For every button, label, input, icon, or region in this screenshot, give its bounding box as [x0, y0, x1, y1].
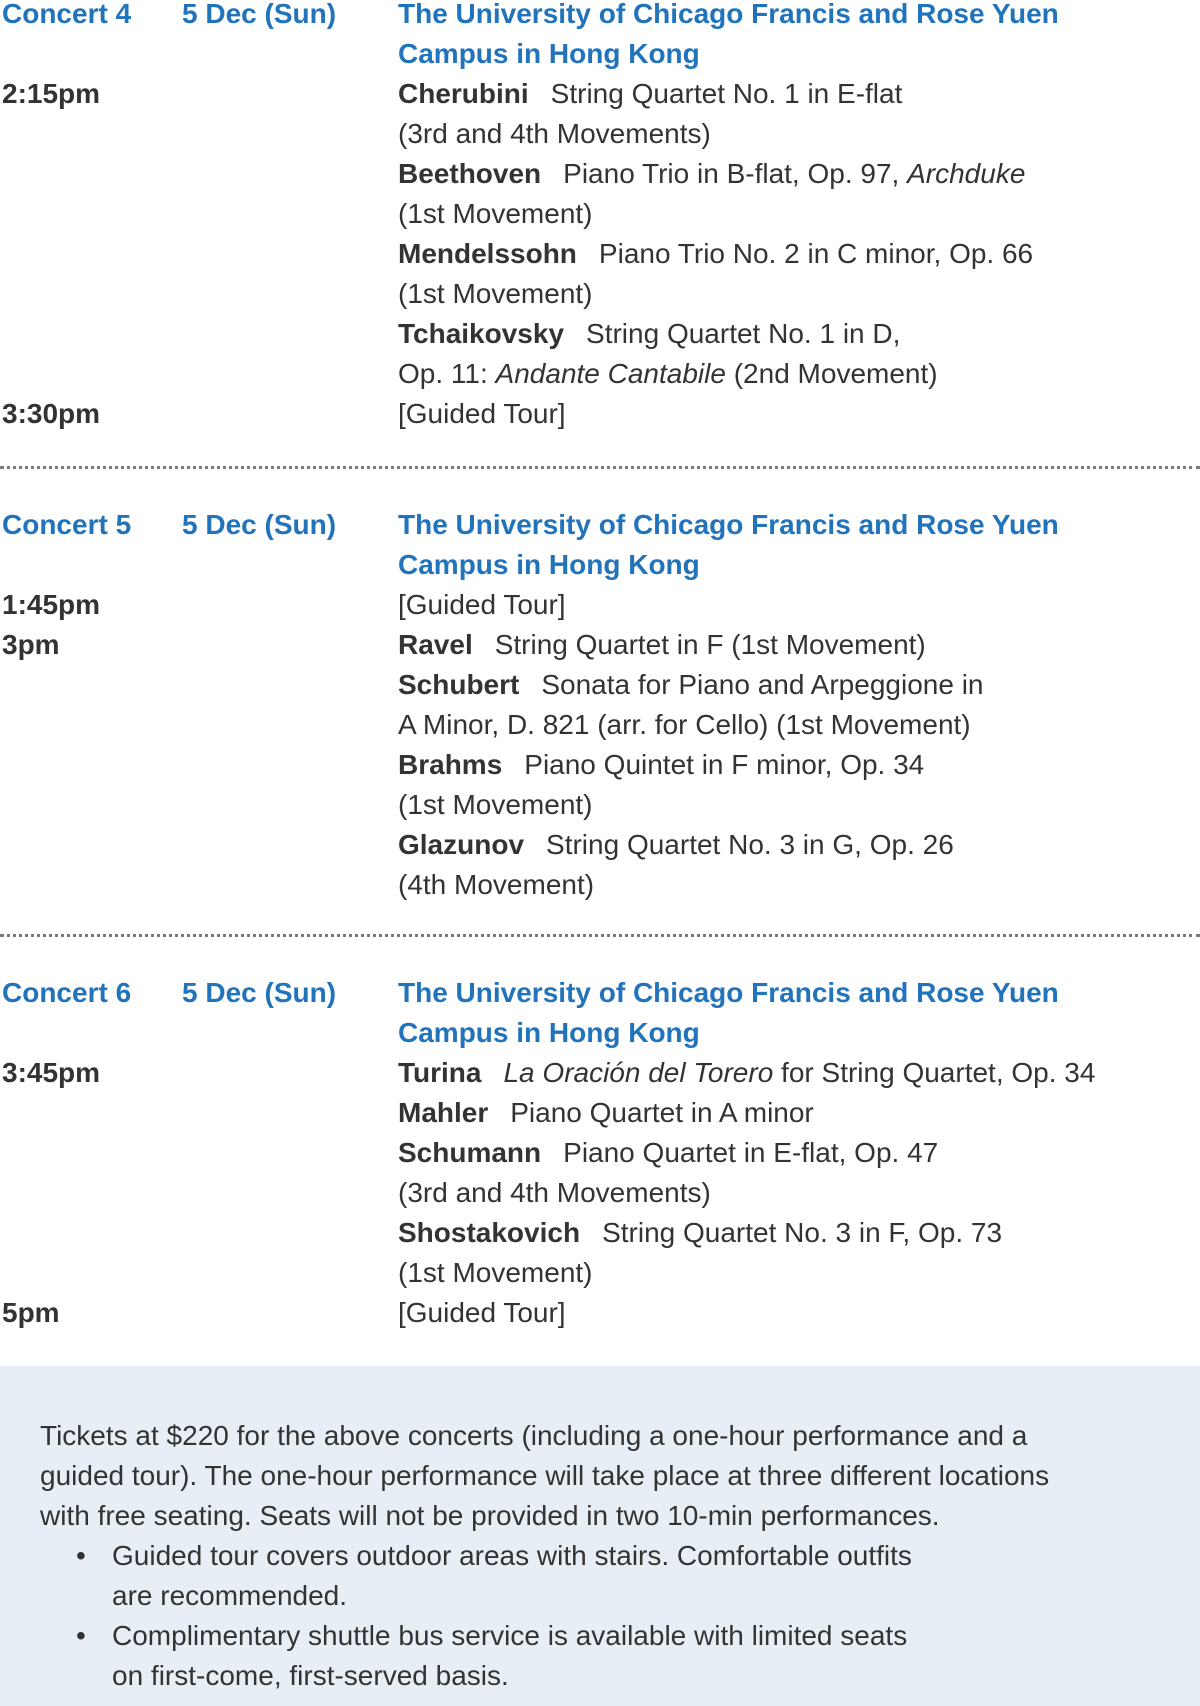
dotted-divider [0, 934, 1200, 937]
program-item [398, 74, 902, 114]
work: String Quartet No. 3 in G, Op. 26 [546, 829, 954, 860]
concert-venue: The University of Chicago Francis and Rose Yuen [398, 509, 1059, 540]
composer: Mahler [398, 1097, 489, 1128]
composer: Glazunov [398, 829, 525, 860]
composer: Shostakovich [398, 1217, 581, 1248]
guided-tour: [Guided Tour] [398, 1297, 566, 1328]
info-text: Tickets at $220 for the above concerts (including a one-hour performance and a [40, 1420, 1028, 1451]
composer: Schumann [398, 1137, 542, 1168]
work: Piano Quintet in F minor, Op. 34 [524, 749, 925, 780]
work-cont: (1st Movement) [398, 789, 593, 820]
info-text: guided tour). The one-hour performance will take place at three different locations [40, 1460, 1050, 1491]
concert-time: 3pm [2, 629, 60, 660]
concert-name: Concert 5 [2, 509, 132, 540]
composer: Tchaikovsky [398, 318, 565, 349]
work-cont-post: (2nd Movement) [725, 358, 938, 389]
work: String Quartet No. 1 in E-flat [550, 78, 903, 109]
guided-tour: [Guided Tour] [398, 398, 566, 429]
work-cont: (3rd and 4th Movements) [398, 1177, 711, 1208]
composer: Schubert [398, 669, 520, 700]
program-item [398, 1053, 1095, 1093]
ticket-info-panel [0, 1366, 1200, 1706]
work-cont: (1st Movement) [398, 278, 593, 309]
concert-venue-cont: Campus in Hong Kong [398, 1017, 700, 1048]
work-cont: (1st Movement) [398, 1257, 593, 1288]
program-item [398, 1093, 814, 1133]
concert-time: 5pm [2, 1297, 60, 1328]
composer: Mendelssohn [398, 238, 577, 269]
concert-venue-cont: Campus in Hong Kong [398, 549, 700, 580]
work: String Quartet in F (1st Movement) [494, 629, 926, 660]
work-cont-italic: Andante Cantabile [495, 358, 726, 389]
work: String Quartet No. 3 in F, Op. 73 [602, 1217, 1003, 1248]
concert-date: 5 Dec (Sun) [182, 977, 337, 1008]
work: Piano Quartet in E-flat, Op. 47 [563, 1137, 939, 1168]
composer: Ravel [398, 629, 473, 660]
program-item [398, 825, 954, 865]
concert-venue: The University of Chicago Francis and Rose Yuen [398, 0, 1059, 29]
concert-date: 5 Dec (Sun) [182, 509, 337, 540]
dotted-divider [0, 466, 1200, 469]
program-item [398, 1213, 1002, 1253]
concert-venue: The University of Chicago Francis and Rose Yuen [398, 977, 1059, 1008]
work: for String Quartet, Op. 34 [773, 1057, 1096, 1088]
bullet-icon: • [76, 1540, 86, 1571]
bullet-text: Complimentary shuttle bus service is available with limited seats [112, 1620, 908, 1651]
work-cont: A Minor, D. 821 (arr. for Cello) (1st Movement) [398, 709, 971, 740]
work-cont: (3rd and 4th Movements) [398, 118, 711, 149]
bullet-text-cont: are recommended. [112, 1580, 348, 1611]
program-item [398, 625, 926, 665]
composer: Beethoven [398, 158, 542, 189]
work: Piano Quartet in A minor [510, 1097, 814, 1128]
work-cont: (1st Movement) [398, 198, 593, 229]
composer: Brahms [398, 749, 503, 780]
bullet-text: Guided tour covers outdoor areas with stairs. Comfortable outfits [112, 1540, 912, 1571]
work-italic: Archduke [907, 158, 1026, 189]
bullet-text-cont: on first-come, first-served basis. [112, 1660, 509, 1691]
concert-date: 5 Dec (Sun) [182, 0, 337, 29]
program-item [398, 745, 924, 785]
work-italic: La Oración del Torero [503, 1057, 774, 1088]
program-item [398, 1133, 938, 1173]
concert-time: 3:45pm [2, 1057, 101, 1088]
composer: Cherubini [398, 78, 529, 109]
concert-time: 1:45pm [2, 589, 101, 620]
composer: Turina [398, 1057, 482, 1088]
concert-name: Concert 4 [2, 0, 132, 29]
work: Piano Trio No. 2 in C minor, Op. 66 [598, 238, 1034, 269]
program-item [398, 154, 1025, 194]
work: Sonata for Piano and Arpeggione in [541, 669, 984, 700]
concert-name: Concert 6 [2, 977, 132, 1008]
program-item [398, 234, 1033, 274]
info-text: with free seating. Seats will not be provided in two 10-min performances. [40, 1500, 940, 1531]
work: String Quartet No. 1 in D, [586, 318, 901, 349]
program-item [398, 665, 983, 705]
concert-venue-cont: Campus in Hong Kong [398, 38, 700, 69]
program-item [398, 314, 900, 354]
bullet-icon: • [76, 1620, 86, 1651]
guided-tour: [Guided Tour] [398, 589, 566, 620]
work: Piano Trio in B-flat, Op. 97, [563, 158, 908, 189]
work-cont [398, 354, 938, 394]
concert-time: 3:30pm [2, 398, 101, 429]
concert-time: 2:15pm [2, 78, 101, 109]
work-cont: (4th Movement) [398, 869, 595, 900]
work-cont-pre: Op. 11: [398, 358, 496, 389]
